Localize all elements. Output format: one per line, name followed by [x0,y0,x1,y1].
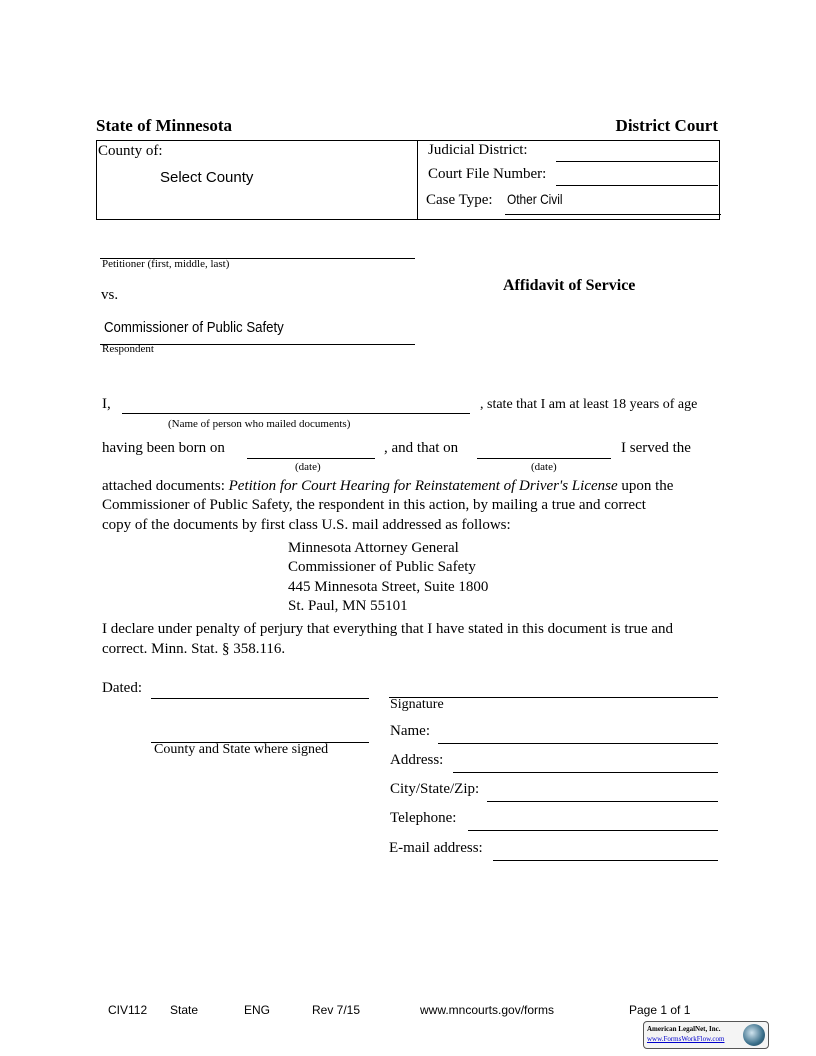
judicial-district-label: Judicial District: [428,142,528,158]
footer-url[interactable]: www.mncourts.gov/forms [420,1003,555,1017]
footer-revision: Rev 7/15 [312,1003,361,1017]
caption-divider [417,140,418,220]
judicial-district-field[interactable] [556,161,718,162]
city-field[interactable] [487,801,718,802]
county-label: County of: [98,143,163,159]
service-date-caption: (date) [531,461,557,473]
dated-field[interactable] [151,698,369,699]
address-line: St. Paul, MN 55101 [288,598,408,614]
footer-page: Page 1 of 1 [629,1003,691,1017]
logo-name: American LegalNet, Inc. [647,1025,721,1033]
logo-url: www.FormsWorkFlow.com [647,1035,725,1043]
city-label: City/State/Zip: [390,781,480,797]
footer-form-id: CIV112 [108,1003,148,1017]
address-field[interactable] [453,772,718,773]
born-text: having been born on [102,440,225,456]
county-state-label: County and State where signed [154,742,329,757]
declaration-line-2: correct. Minn. Stat. § 358.116. [102,641,286,657]
body-line-3: copy of the documents by first class U.S. mail addressed as follows: [102,517,511,533]
email-label: E-mail address: [389,840,483,856]
email-field[interactable] [493,860,718,861]
name-field[interactable] [438,743,718,744]
footer-state: State [170,1003,199,1017]
name-label: Name: [390,723,430,739]
county-select[interactable]: Select County [160,169,254,186]
service-date-field[interactable] [477,458,611,459]
globe-icon [743,1024,765,1046]
case-type-field[interactable]: Other Civil [507,191,563,207]
documents-served[interactable]: Petition for Court Hearing for Reinstatement of Driver's License [228,478,618,494]
mailer-name-field[interactable] [122,413,470,414]
upon-text: upon the [617,478,674,494]
vs-text: vs. [101,287,119,303]
respondent-label: Respondent [102,343,154,355]
birth-date-caption: (date) [295,461,321,473]
dated-label: Dated: [102,680,142,696]
address-line: Commissioner of Public Safety [288,559,476,575]
telephone-label: Telephone: [390,810,457,826]
birth-date-field[interactable] [247,458,375,459]
footer-language: ENG [244,1003,271,1017]
court-file-label: Court File Number: [428,166,547,182]
signature-label: Signature [390,697,444,712]
petitioner-label: Petitioner (first, middle, last) [102,258,230,270]
respondent-field[interactable]: Commissioner of Public Safety [104,319,284,336]
i-text: I, [102,396,111,412]
address-label: Address: [390,752,444,768]
mailer-name-caption: (Name of person who mailed documents) [168,418,351,430]
served-text: I served the [621,440,691,456]
court-file-field[interactable] [556,185,718,186]
case-type-label: Case Type: [426,192,493,208]
legalnet-logo[interactable] [643,1021,769,1049]
case-type-underline [505,214,721,215]
declaration-line-1: I declare under penalty of perjury that everything that I have stated in this document is true and [102,621,674,637]
document-title: Affidavit of Service [503,277,636,294]
state-heading: State of Minnesota [96,116,232,135]
telephone-field[interactable] [468,830,718,831]
address-line: Minnesota Attorney General [288,540,459,556]
court-heading: District Court [615,116,718,135]
age-statement: , state that I am at least 18 years of age [480,397,698,412]
and-that-on-text: , and that on [384,440,459,456]
attached-text: attached documents: [102,478,229,494]
address-line: 445 Minnesota Street, Suite 1800 [288,579,489,595]
body-line-2: Commissioner of Public Safety, the respondent in this action, by mailing a true and correct [102,497,646,513]
